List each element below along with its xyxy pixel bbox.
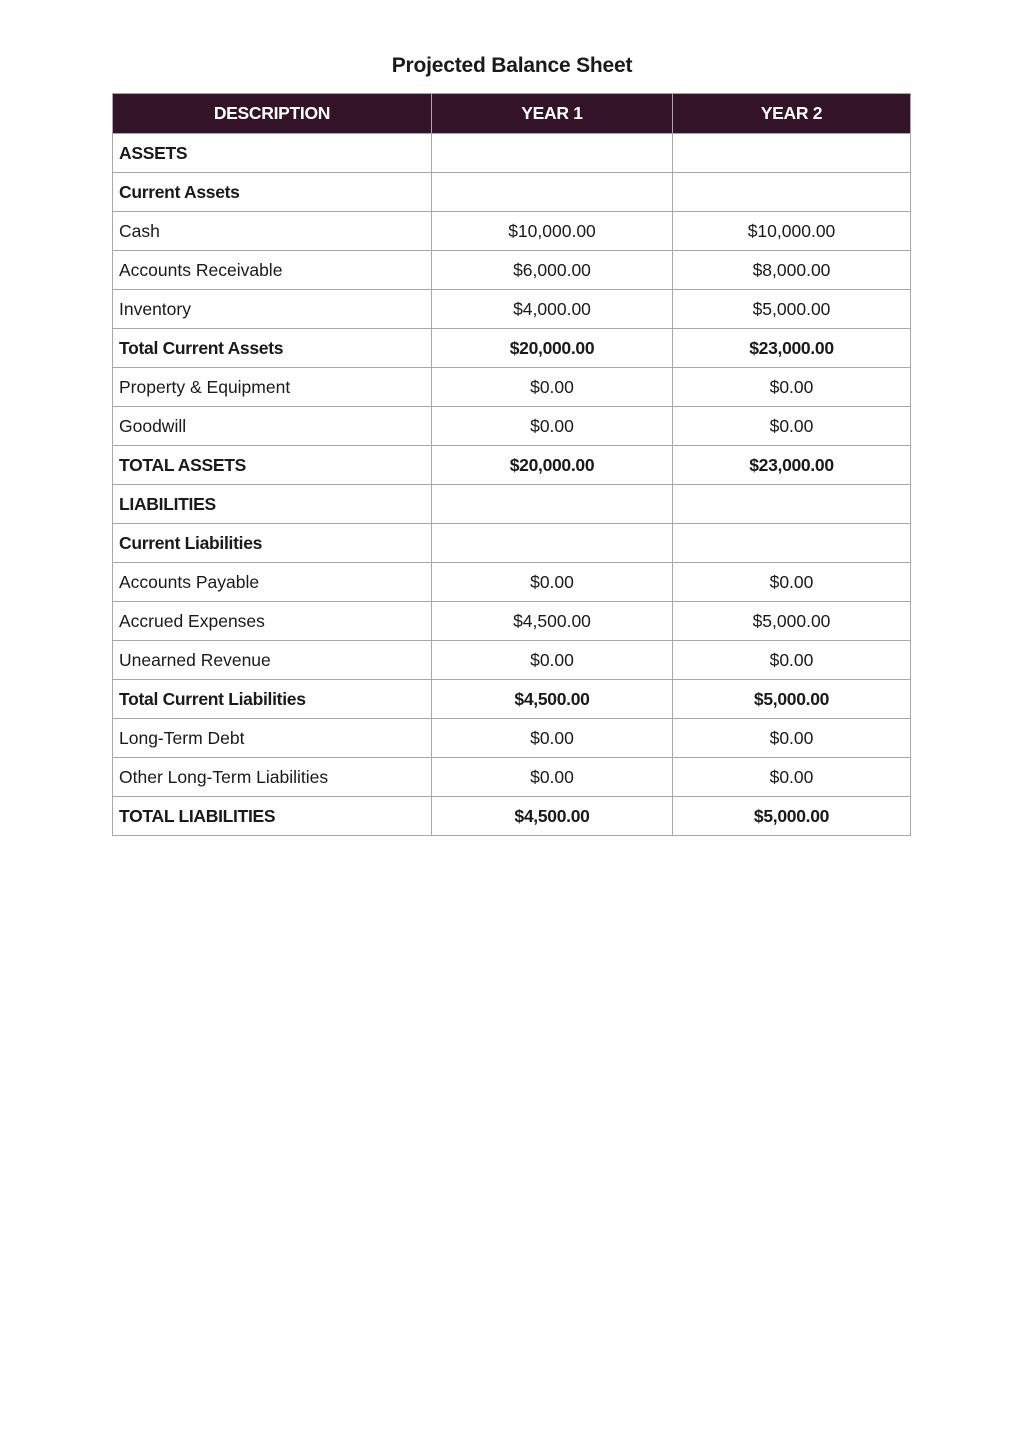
row-description-cell: Long-Term Debt — [113, 719, 432, 758]
row-year-1-cell: $0.00 — [432, 407, 673, 446]
row-description-cell: Inventory — [113, 290, 432, 329]
row-year-1-cell: $0.00 — [432, 641, 673, 680]
table-row — [113, 407, 911, 446]
row-description-cell: Total Current Liabilities — [113, 680, 432, 719]
page-title: Projected Balance Sheet — [391, 54, 633, 77]
table-row — [113, 758, 911, 797]
row-year-2-cell: $0.00 — [673, 407, 911, 446]
row-year-2-cell: $5,000.00 — [673, 290, 911, 329]
column-header-year-1: YEAR 1 — [432, 94, 673, 134]
table-row — [113, 290, 911, 329]
row-year-2-cell — [673, 134, 911, 173]
row-year-1-cell — [432, 524, 673, 563]
row-year-1-cell — [432, 134, 673, 173]
row-year-1-cell: $10,000.00 — [432, 212, 673, 251]
row-year-2-cell: $5,000.00 — [673, 797, 911, 836]
row-year-1-cell — [432, 485, 673, 524]
row-year-2-cell: $10,000.00 — [673, 212, 911, 251]
row-year-2-cell: $0.00 — [673, 563, 911, 602]
row-description-cell: TOTAL ASSETS — [113, 446, 432, 485]
table-row — [113, 251, 911, 290]
table-row — [113, 134, 911, 173]
row-description-cell: Accounts Payable — [113, 563, 432, 602]
row-year-2-cell: $5,000.00 — [673, 680, 911, 719]
table-row — [113, 329, 911, 368]
table-row — [113, 797, 911, 836]
row-description-cell: Property & Equipment — [113, 368, 432, 407]
row-year-2-cell: $8,000.00 — [673, 251, 911, 290]
row-year-1-cell: $4,500.00 — [432, 680, 673, 719]
table-row — [113, 719, 911, 758]
row-year-2-cell: $0.00 — [673, 758, 911, 797]
row-description-cell: LIABILITIES — [113, 485, 432, 524]
row-description-cell: Goodwill — [113, 407, 432, 446]
row-description-cell: ASSETS — [113, 134, 432, 173]
table-row — [113, 563, 911, 602]
row-year-1-cell: $0.00 — [432, 368, 673, 407]
row-year-1-cell — [432, 173, 673, 212]
row-year-1-cell: $4,000.00 — [432, 290, 673, 329]
table-row — [113, 368, 911, 407]
row-year-1-cell: $20,000.00 — [432, 446, 673, 485]
row-description-cell: Accounts Receivable — [113, 251, 432, 290]
table-body — [113, 134, 911, 836]
row-description-cell: Accrued Expenses — [113, 602, 432, 641]
row-description-cell: Other Long-Term Liabilities — [113, 758, 432, 797]
table-header-row — [113, 94, 911, 134]
row-year-2-cell: $0.00 — [673, 641, 911, 680]
row-description-cell: Total Current Assets — [113, 329, 432, 368]
table-row — [113, 641, 911, 680]
column-header-year-2: YEAR 2 — [673, 94, 911, 134]
row-year-1-cell: $4,500.00 — [432, 602, 673, 641]
row-year-1-cell: $20,000.00 — [432, 329, 673, 368]
row-year-1-cell: $0.00 — [432, 563, 673, 602]
row-description-cell: Unearned Revenue — [113, 641, 432, 680]
row-year-1-cell: $0.00 — [432, 719, 673, 758]
row-year-1-cell: $4,500.00 — [432, 797, 673, 836]
row-year-2-cell: $0.00 — [673, 719, 911, 758]
table-row — [113, 173, 911, 212]
row-year-1-cell: $0.00 — [432, 758, 673, 797]
row-year-2-cell: $23,000.00 — [673, 446, 911, 485]
column-header-description: DESCRIPTION — [113, 94, 432, 134]
table-row — [113, 680, 911, 719]
row-year-2-cell — [673, 173, 911, 212]
table-row — [113, 524, 911, 563]
row-description-cell: Current Assets — [113, 173, 432, 212]
table-row — [113, 485, 911, 524]
row-year-2-cell: $23,000.00 — [673, 329, 911, 368]
row-year-2-cell: $0.00 — [673, 368, 911, 407]
row-year-2-cell — [673, 524, 911, 563]
row-description-cell: TOTAL LIABILITIES — [113, 797, 432, 836]
row-description-cell: Cash — [113, 212, 432, 251]
table-row — [113, 602, 911, 641]
row-year-2-cell: $5,000.00 — [673, 602, 911, 641]
table-row — [113, 446, 911, 485]
row-description-cell: Current Liabilities — [113, 524, 432, 563]
balance-sheet-table — [112, 93, 911, 836]
row-year-2-cell — [673, 485, 911, 524]
table-row — [113, 212, 911, 251]
row-year-1-cell: $6,000.00 — [432, 251, 673, 290]
